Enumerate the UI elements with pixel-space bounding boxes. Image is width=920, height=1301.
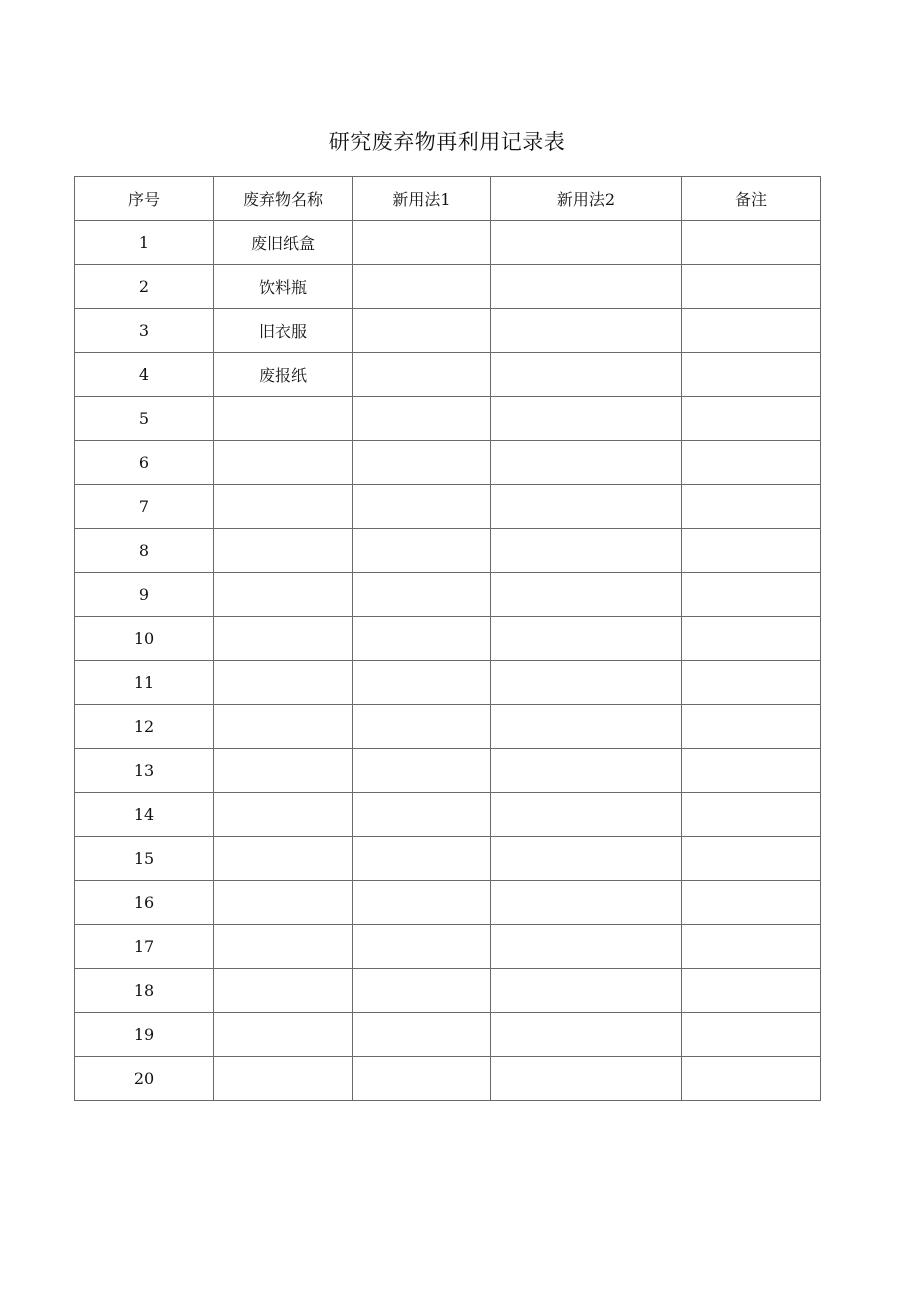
cell-index: 1	[75, 221, 214, 265]
cell-new-use-2	[491, 881, 682, 925]
cell-remarks	[682, 1013, 821, 1057]
cell-waste-name	[214, 969, 353, 1013]
table-row	[75, 221, 821, 265]
cell-waste-name	[214, 793, 353, 837]
cell-waste-name	[214, 617, 353, 661]
header-index: 序号	[75, 177, 214, 221]
cell-new-use-2	[491, 617, 682, 661]
cell-waste-name: 旧衣服	[214, 309, 353, 353]
cell-index: 11	[75, 661, 214, 705]
cell-remarks	[682, 353, 821, 397]
cell-index: 5	[75, 397, 214, 441]
table-row	[75, 529, 821, 573]
cell-new-use-2	[491, 265, 682, 309]
cell-waste-name	[214, 485, 353, 529]
cell-new-use-1	[353, 925, 491, 969]
cell-waste-name	[214, 1057, 353, 1101]
cell-remarks	[682, 265, 821, 309]
cell-index: 9	[75, 573, 214, 617]
cell-index: 12	[75, 705, 214, 749]
cell-new-use-2	[491, 397, 682, 441]
cell-waste-name: 饮料瓶	[214, 265, 353, 309]
cell-remarks	[682, 485, 821, 529]
table-row	[75, 925, 821, 969]
table-row	[75, 881, 821, 925]
header-waste-name: 废弃物名称	[214, 177, 353, 221]
cell-new-use-1	[353, 485, 491, 529]
cell-waste-name	[214, 1013, 353, 1057]
cell-index: 7	[75, 485, 214, 529]
cell-new-use-1	[353, 573, 491, 617]
table-row	[75, 265, 821, 309]
cell-new-use-2	[491, 793, 682, 837]
table-row	[75, 353, 821, 397]
table-row	[75, 837, 821, 881]
cell-new-use-2	[491, 309, 682, 353]
cell-index: 15	[75, 837, 214, 881]
cell-index: 10	[75, 617, 214, 661]
cell-new-use-1	[353, 1013, 491, 1057]
cell-index: 16	[75, 881, 214, 925]
cell-remarks	[682, 749, 821, 793]
cell-new-use-1	[353, 529, 491, 573]
cell-index: 13	[75, 749, 214, 793]
table-row	[75, 705, 821, 749]
cell-remarks	[682, 661, 821, 705]
cell-new-use-2	[491, 353, 682, 397]
header-new-use-2: 新用法2	[491, 177, 682, 221]
cell-new-use-1	[353, 881, 491, 925]
table-row	[75, 617, 821, 661]
cell-index: 2	[75, 265, 214, 309]
cell-index: 8	[75, 529, 214, 573]
page-title: 研究废弃物再利用记录表	[328, 130, 566, 154]
cell-new-use-2	[491, 749, 682, 793]
cell-waste-name	[214, 749, 353, 793]
cell-new-use-2	[491, 221, 682, 265]
cell-waste-name	[214, 881, 353, 925]
cell-remarks	[682, 705, 821, 749]
cell-new-use-2	[491, 925, 682, 969]
cell-new-use-2	[491, 1013, 682, 1057]
table-row	[75, 573, 821, 617]
table-row	[75, 397, 821, 441]
cell-new-use-2	[491, 485, 682, 529]
cell-new-use-2	[491, 573, 682, 617]
cell-new-use-1	[353, 353, 491, 397]
cell-remarks	[682, 441, 821, 485]
header-new-use-1: 新用法1	[353, 177, 491, 221]
header-row	[75, 177, 821, 221]
cell-remarks	[682, 925, 821, 969]
cell-new-use-1	[353, 397, 491, 441]
cell-remarks	[682, 837, 821, 881]
cell-new-use-2	[491, 661, 682, 705]
cell-waste-name	[214, 441, 353, 485]
cell-new-use-2	[491, 837, 682, 881]
cell-remarks	[682, 309, 821, 353]
cell-waste-name	[214, 925, 353, 969]
cell-new-use-1	[353, 837, 491, 881]
table-row	[75, 1057, 821, 1101]
cell-new-use-1	[353, 441, 491, 485]
cell-new-use-1	[353, 265, 491, 309]
cell-new-use-1	[353, 1057, 491, 1101]
table-row	[75, 309, 821, 353]
cell-remarks	[682, 573, 821, 617]
cell-new-use-1	[353, 705, 491, 749]
cell-waste-name	[214, 397, 353, 441]
cell-waste-name: 废旧纸盒	[214, 221, 353, 265]
table-row	[75, 793, 821, 837]
cell-waste-name: 废报纸	[214, 353, 353, 397]
table-row	[75, 441, 821, 485]
cell-remarks	[682, 881, 821, 925]
cell-remarks	[682, 397, 821, 441]
cell-index: 20	[75, 1057, 214, 1101]
cell-remarks	[682, 617, 821, 661]
table-row	[75, 485, 821, 529]
cell-index: 4	[75, 353, 214, 397]
cell-waste-name	[214, 529, 353, 573]
cell-new-use-2	[491, 705, 682, 749]
cell-waste-name	[214, 705, 353, 749]
cell-remarks	[682, 529, 821, 573]
cell-index: 14	[75, 793, 214, 837]
cell-index: 19	[75, 1013, 214, 1057]
cell-new-use-1	[353, 749, 491, 793]
cell-waste-name	[214, 573, 353, 617]
record-table	[74, 176, 821, 1101]
cell-new-use-1	[353, 309, 491, 353]
table-row	[75, 1013, 821, 1057]
cell-new-use-2	[491, 1057, 682, 1101]
table-body	[75, 221, 821, 1101]
cell-waste-name	[214, 661, 353, 705]
cell-new-use-1	[353, 221, 491, 265]
cell-index: 3	[75, 309, 214, 353]
cell-new-use-1	[353, 617, 491, 661]
cell-remarks	[682, 793, 821, 837]
cell-new-use-2	[491, 969, 682, 1013]
cell-index: 17	[75, 925, 214, 969]
header-remarks: 备注	[682, 177, 821, 221]
cell-index: 6	[75, 441, 214, 485]
cell-new-use-1	[353, 793, 491, 837]
table-row	[75, 661, 821, 705]
cell-waste-name	[214, 837, 353, 881]
cell-remarks	[682, 1057, 821, 1101]
cell-new-use-1	[353, 969, 491, 1013]
cell-new-use-2	[491, 529, 682, 573]
cell-index: 18	[75, 969, 214, 1013]
cell-new-use-1	[353, 661, 491, 705]
table-row	[75, 749, 821, 793]
table-row	[75, 969, 821, 1013]
cell-remarks	[682, 969, 821, 1013]
cell-remarks	[682, 221, 821, 265]
cell-new-use-2	[491, 441, 682, 485]
